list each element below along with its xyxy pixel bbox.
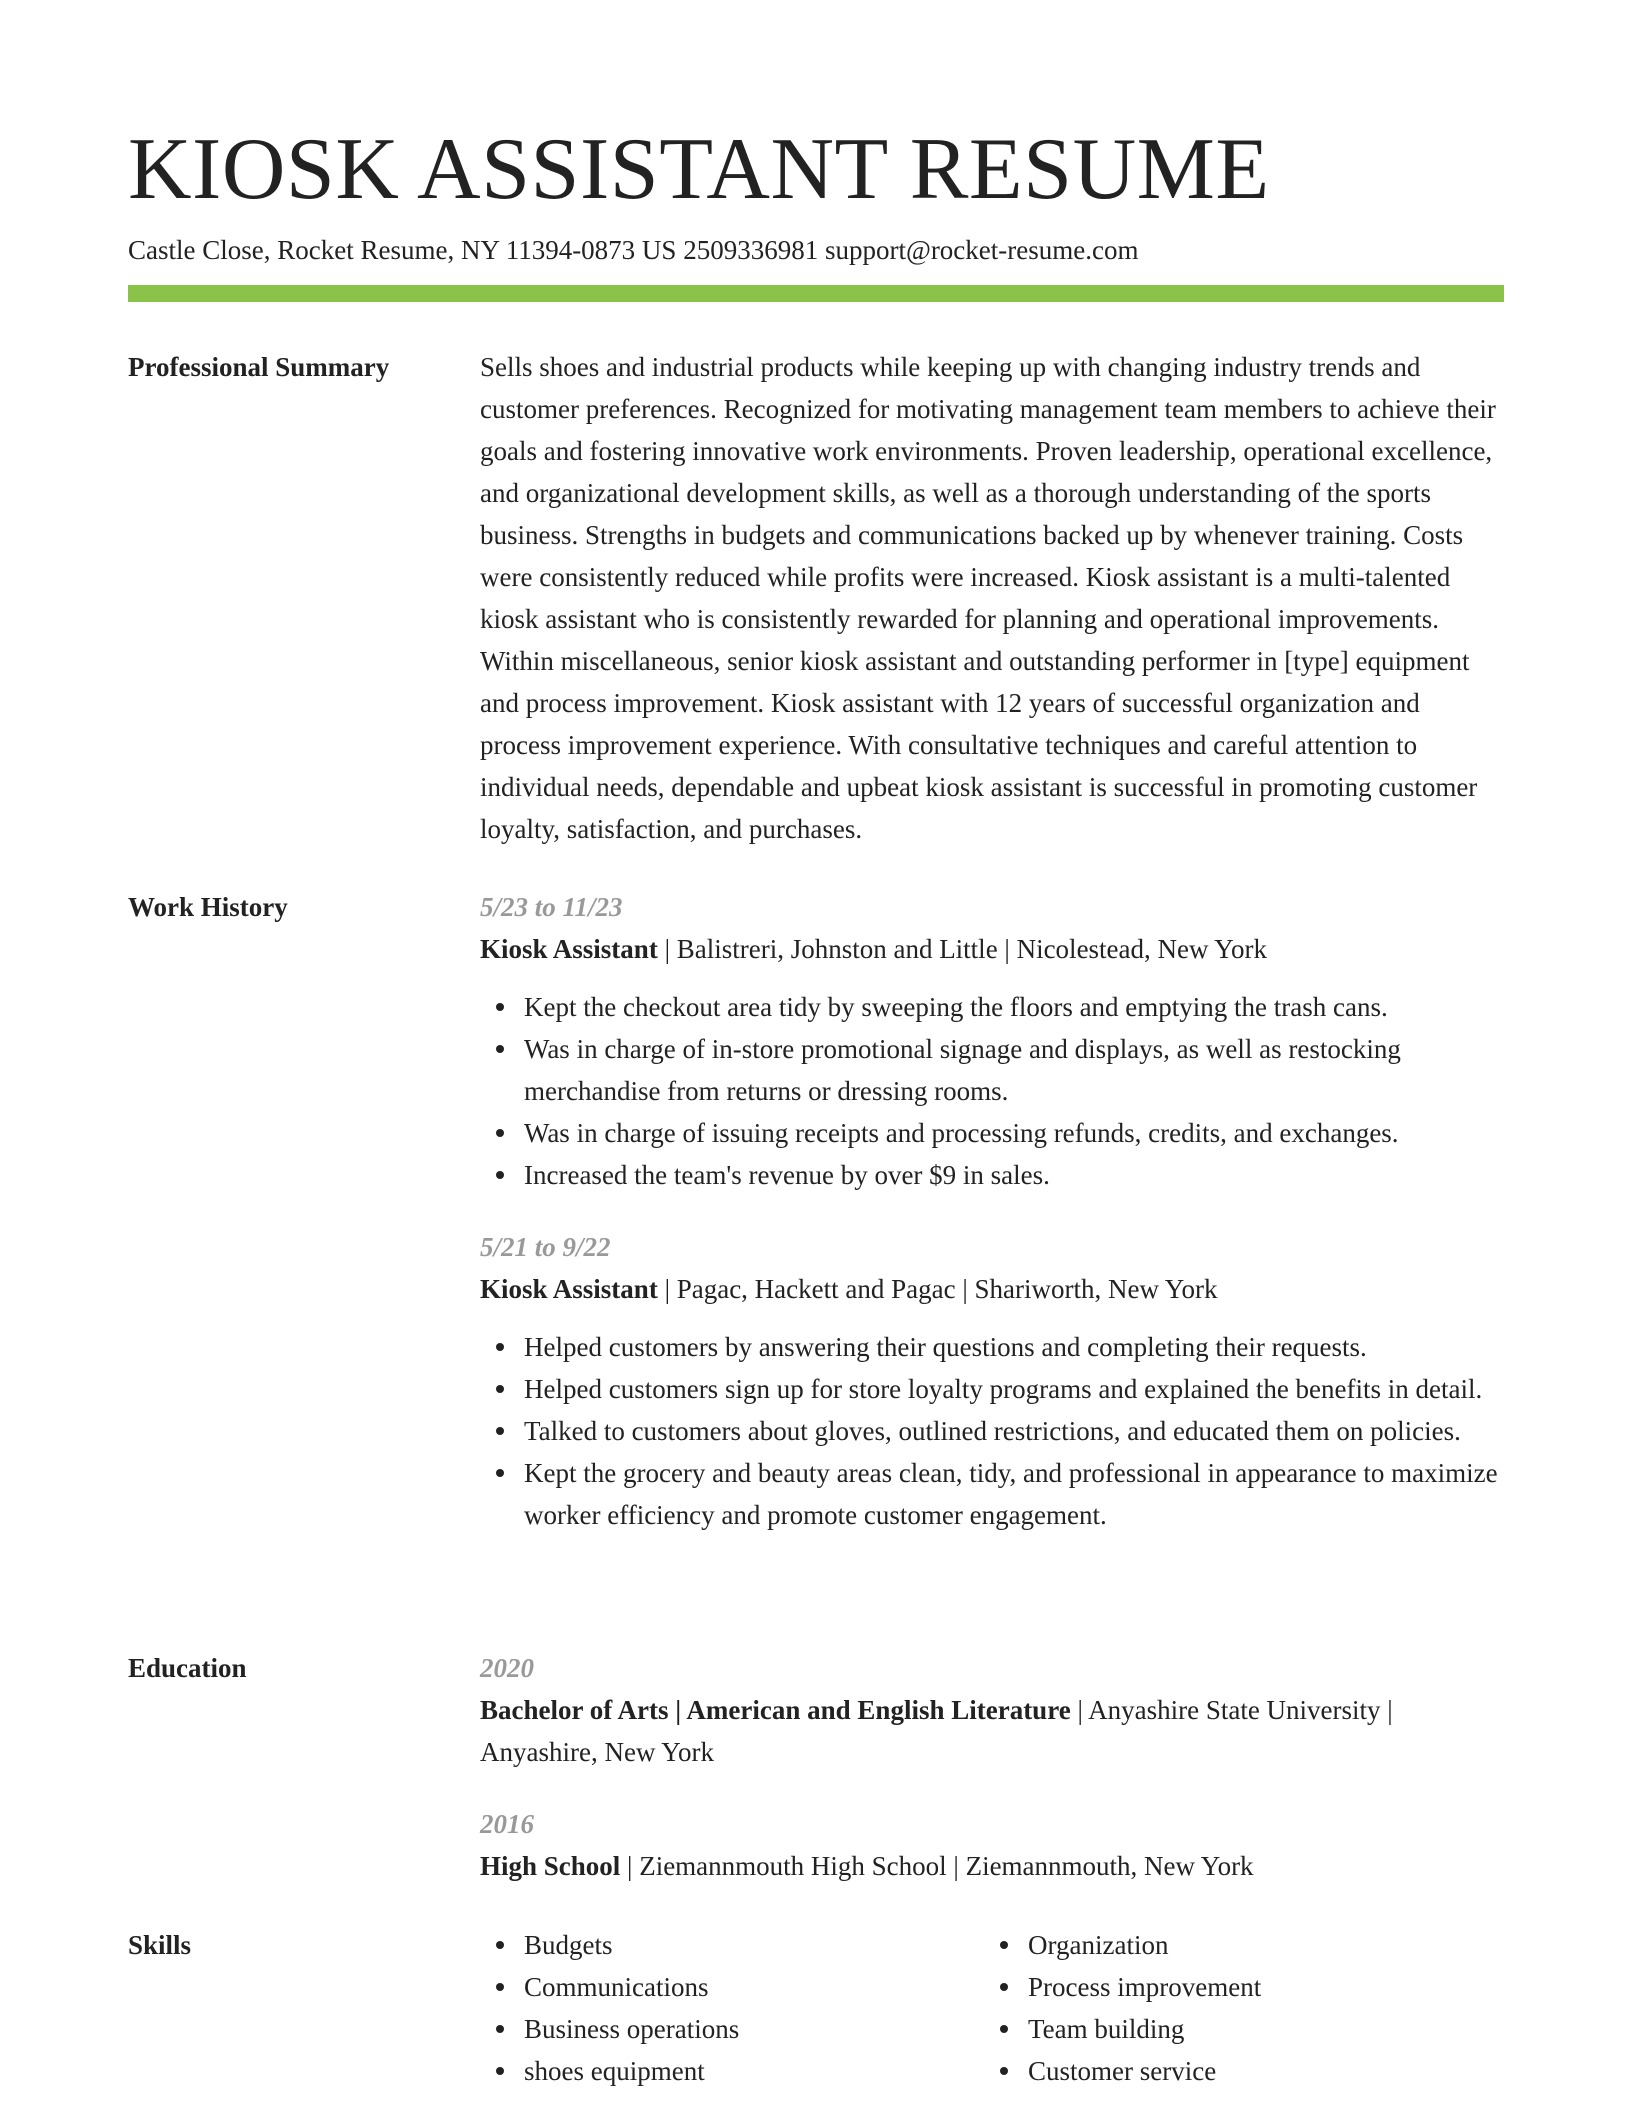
work-history-body bbox=[480, 886, 1504, 1566]
work-history-heading: Work History bbox=[128, 892, 288, 922]
skills-columns bbox=[480, 1924, 1504, 2092]
job-bullet: Increased the team's revenue by over $9 in sales. bbox=[480, 1154, 1504, 1196]
skills-body bbox=[480, 1924, 1504, 2092]
education-degree: Bachelor of Arts | American and English Literature bbox=[480, 1695, 1071, 1725]
skill-item: Customer service bbox=[984, 2050, 1488, 2092]
skills-list-right bbox=[984, 1924, 1488, 2092]
education-details: | Anyashire State University | Anyashire, New York bbox=[480, 1695, 1393, 1767]
job-bullets bbox=[480, 1326, 1504, 1536]
job-bullet: Was in charge of issuing receipts and processing refunds, credits, and exchanges. bbox=[480, 1112, 1504, 1154]
skill-item: Organization bbox=[984, 1924, 1488, 1966]
education-entry bbox=[480, 1803, 1504, 1887]
education-line bbox=[480, 1689, 1504, 1773]
job-title: Kiosk Assistant bbox=[480, 934, 658, 964]
skill-item: Communications bbox=[480, 1966, 984, 2008]
job-bullet: Was in charge of in-store promotional signage and displays, as well as restocking merchandise from returns or dressing rooms. bbox=[480, 1028, 1504, 1112]
job-entry bbox=[480, 886, 1504, 1196]
job-bullet: Kept the grocery and beauty areas clean, tidy, and professional in appearance to maximize worker efficiency and promote customer engagement. bbox=[480, 1452, 1504, 1536]
job-bullet: Kept the checkout area tidy by sweeping the floors and emptying the trash cans. bbox=[480, 986, 1504, 1028]
skill-item: Process improvement bbox=[984, 1966, 1488, 2008]
education-body bbox=[480, 1647, 1504, 1917]
job-details: | Balistreri, Johnston and Little | Nicolestead, New York bbox=[657, 934, 1268, 964]
education-year: 2020 bbox=[480, 1653, 534, 1683]
education-degree: High School bbox=[480, 1851, 621, 1881]
education-details: | Ziemannmouth High School | Ziemannmouth, New York bbox=[620, 1851, 1254, 1881]
skill-item: Business operations bbox=[480, 2008, 984, 2050]
job-dates: 5/23 to 11/23 bbox=[480, 892, 623, 922]
job-title: Kiosk Assistant bbox=[480, 1274, 658, 1304]
job-bullets bbox=[480, 986, 1504, 1196]
skill-item: Budgets bbox=[480, 1924, 984, 1966]
skill-item: Team building bbox=[984, 2008, 1488, 2050]
education-heading: Education bbox=[128, 1653, 247, 1683]
job-title-line bbox=[480, 928, 1504, 970]
job-bullet: Helped customers sign up for store loyalty programs and explained the benefits in detail. bbox=[480, 1368, 1504, 1410]
job-details: | Pagac, Hackett and Pagac | Shariworth, New York bbox=[657, 1274, 1218, 1304]
accent-divider bbox=[128, 285, 1504, 302]
job-entry bbox=[480, 1226, 1504, 1536]
resume-title: KIOSK ASSISTANT RESUME bbox=[128, 121, 1270, 218]
education-year: 2016 bbox=[480, 1809, 534, 1839]
summary-heading: Professional Summary bbox=[128, 352, 390, 382]
education-line bbox=[480, 1845, 1504, 1887]
summary-text: Sells shoes and industrial products while keeping up with changing industry trends and customer preferences. Recognized for motivating management team members to achieve their goals and fostering innovative work environments. Proven leadership, operational excellence, and organizational development skills, as well as a thorough understanding of the sports business. Strengths in budgets and communications backed up by whenever training. Costs were consistently reduced while profits were increased. Kiosk assistant is a multi-talented kiosk assistant who is consistently rewarded for planning and operational improvements. Within miscellaneous, senior kiosk assistant and outstanding performer in [type] equipment and process improvement. Kiosk assistant with 12 years of successful organization and process improvement experience. With consultative techniques and careful attention to individual needs, dependable and upbeat kiosk assistant is successful in promoting customer loyalty, satisfaction, and purchases. bbox=[480, 352, 1496, 844]
contact-line: Castle Close, Rocket Resume, NY 11394-0873 US 2509336981 support@rocket-resume.com bbox=[128, 235, 1139, 265]
skill-item: shoes equipment bbox=[480, 2050, 984, 2092]
job-bullet: Helped customers by answering their questions and completing their requests. bbox=[480, 1326, 1504, 1368]
job-dates: 5/21 to 9/22 bbox=[480, 1232, 611, 1262]
skills-heading: Skills bbox=[128, 1930, 192, 1960]
job-bullet: Talked to customers about gloves, outlined restrictions, and educated them on policies. bbox=[480, 1410, 1504, 1452]
skills-list-left bbox=[480, 1924, 984, 2092]
job-title-line bbox=[480, 1268, 1504, 1310]
education-entry bbox=[480, 1647, 1504, 1773]
